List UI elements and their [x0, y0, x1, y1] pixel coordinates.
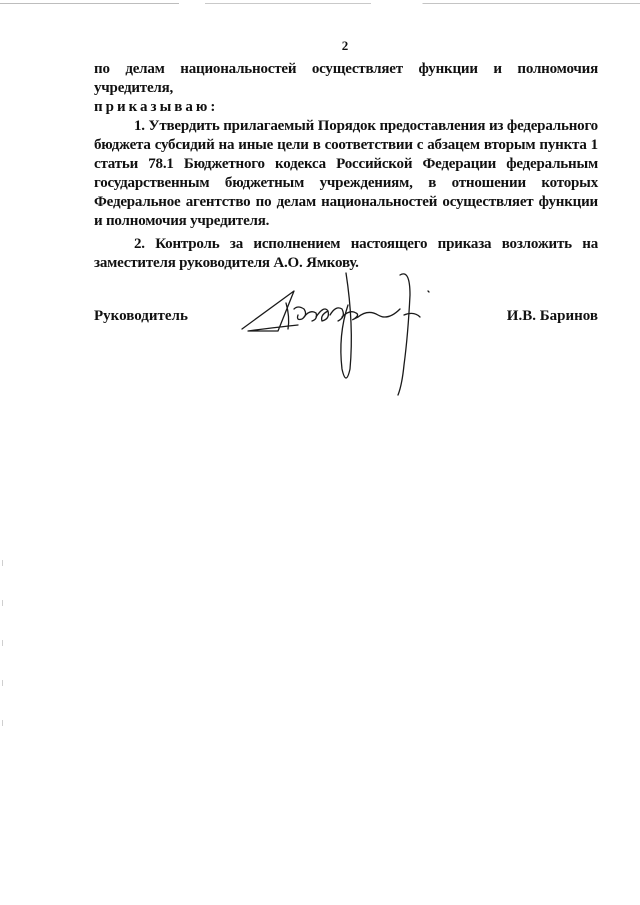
document-body	[94, 60, 598, 273]
scan-edge-left	[2, 560, 3, 740]
order-item-1: 1. Утвердить прилагаемый Порядок предоставления из федерального бюджета субсидий на иные цели в соответствии с абзацем вторым пункта 1 статьи 78.1 Бюджетного кодекса Российской Федерации федеральным государственным бюджетным учреждениям, в отношении которых Федеральное агентство по делам национальностей осуществляет функции и полномочия учредителя.	[94, 118, 598, 229]
continuation-line: по делам национальностей осуществляет функции и полномочия учредителя,	[94, 61, 598, 96]
signatory-position: Руководитель	[94, 308, 188, 324]
page-number: 2	[341, 38, 349, 53]
order-word: приказываю:	[94, 99, 219, 115]
order-item-2: 2. Контроль за исполнением настоящего приказа возложить на заместителя руководителя А.О. Ямкову.	[94, 236, 598, 271]
scan-edge-top	[0, 3, 640, 4]
signatory-name: И.В. Баринов	[506, 308, 598, 324]
handwritten-signature	[238, 265, 438, 400]
